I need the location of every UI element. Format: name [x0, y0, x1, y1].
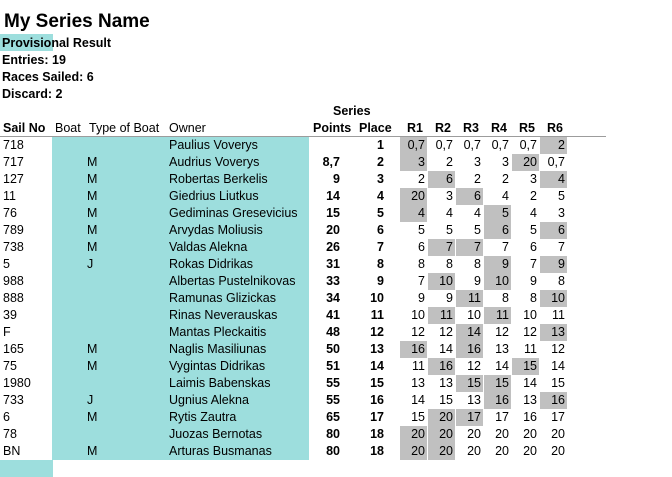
owner-cell: Arvydas Moliusis: [169, 223, 263, 237]
sail-no-header: Sail No: [3, 121, 46, 135]
owner-cell: Gediminas Gresevicius: [169, 206, 298, 220]
sail-no-cell: 165: [3, 342, 24, 356]
points-cell: 31: [326, 257, 340, 271]
race-result-cell: 13: [495, 342, 509, 356]
race-result-cell: 8: [530, 291, 537, 305]
owner-cell: Valdas Alekna: [169, 240, 248, 254]
owner-cell: Audrius Voverys: [169, 155, 260, 169]
race-result-cell: 5: [418, 223, 425, 237]
table-row: [0, 154, 606, 171]
type-of-boat-cell: M: [87, 410, 98, 424]
race-result-cell: 12: [439, 325, 453, 339]
race-result-cell: 10: [467, 308, 481, 322]
type-of-boat-header: Type of Boat: [89, 121, 160, 135]
points-cell: 48: [326, 325, 340, 339]
race-result-cell: 8: [502, 291, 509, 305]
points-cell: 80: [326, 427, 340, 441]
sail-no-cell: 738: [3, 240, 24, 254]
race-result-cell: 14: [456, 324, 483, 341]
table-row: [0, 307, 606, 324]
owner-cell: Ugnius Alekna: [169, 393, 249, 407]
table-row: [0, 256, 606, 273]
race-result-cell: 20: [523, 427, 537, 441]
race-result-cell: 3: [530, 172, 537, 186]
r3-header: R3: [463, 121, 479, 135]
race-result-cell: 11: [552, 308, 565, 322]
place-cell: 4: [377, 189, 384, 203]
race-result-cell: 11: [484, 307, 511, 324]
race-result-cell: 17: [456, 409, 483, 426]
points-cell: 33: [326, 274, 340, 288]
race-result-cell: 2: [418, 172, 425, 186]
race-result-cell: 8: [418, 257, 425, 271]
race-result-cell: 15: [411, 410, 425, 424]
points-cell: 26: [326, 240, 340, 254]
race-result-cell: 4: [530, 206, 537, 220]
table-row: [0, 290, 606, 307]
race-result-cell: 15: [512, 358, 539, 375]
place-cell: 13: [370, 342, 384, 356]
race-result-cell: 12: [467, 359, 481, 373]
race-result-cell: 5: [558, 189, 565, 203]
place-header: Place: [359, 121, 392, 135]
race-result-cell: 0,7: [435, 138, 453, 152]
place-cell: 1: [377, 138, 384, 152]
race-result-cell: 20: [495, 427, 509, 441]
points-cell: 65: [326, 410, 340, 424]
place-cell: 17: [370, 410, 384, 424]
race-result-cell: 14: [495, 359, 509, 373]
race-result-cell: 11: [524, 342, 537, 356]
race-result-cell: 4: [474, 206, 481, 220]
owner-cell: Vygintas Didrikas: [169, 359, 266, 373]
race-result-cell: 14: [439, 342, 453, 356]
sail-no-cell: 76: [3, 206, 17, 220]
race-result-cell: 12: [551, 342, 565, 356]
entries-count: Entries: 19: [2, 53, 66, 67]
table-row: [0, 137, 606, 154]
owner-cell: Robertas Berkelis: [169, 172, 268, 186]
place-cell: 11: [370, 308, 384, 322]
race-result-cell: 12: [523, 325, 537, 339]
race-result-cell: 0,7: [400, 137, 427, 154]
owner-cell: Albertas Pustelnikovas: [169, 274, 296, 288]
type-of-boat-cell: J: [87, 257, 94, 271]
table-row: [0, 239, 606, 256]
points-cell: 9: [333, 172, 340, 186]
sail-no-cell: BN: [3, 444, 21, 458]
race-result-cell: 14: [523, 376, 537, 390]
points-cell: 80: [326, 444, 340, 458]
race-result-cell: 20: [467, 444, 481, 458]
table-row: [0, 392, 606, 409]
race-result-cell: 4: [540, 171, 567, 188]
race-result-cell: 3: [446, 189, 453, 203]
points-cell: 50: [326, 342, 340, 356]
race-result-cell: 20: [400, 443, 427, 460]
races-sailed: Races Sailed: 6: [2, 70, 94, 84]
race-result-cell: 16: [484, 392, 511, 409]
discard-count: Discard: 2: [2, 87, 63, 101]
place-cell: 14: [370, 359, 384, 373]
r2-header: R2: [435, 121, 451, 135]
type-of-boat-cell: M: [87, 359, 98, 373]
race-result-cell: 13: [439, 376, 453, 390]
sail-no-cell: 75: [3, 359, 17, 373]
table-row: [0, 426, 606, 443]
race-result-cell: 13: [540, 324, 567, 341]
race-result-cell: 9: [484, 256, 511, 273]
owner-cell: Rinas Neverauskas: [169, 308, 278, 322]
race-result-cell: 7: [428, 239, 455, 256]
owner-header: Owner: [169, 121, 206, 135]
race-result-cell: 8: [558, 274, 565, 288]
race-result-cell: 13: [523, 393, 537, 407]
race-result-cell: 10: [428, 273, 455, 290]
race-result-cell: 0,7: [463, 138, 481, 152]
type-of-boat-cell: M: [87, 155, 98, 169]
race-result-cell: 16: [400, 341, 427, 358]
sail-no-cell: 78: [3, 427, 17, 441]
race-result-cell: 2: [446, 155, 453, 169]
table-row: [0, 358, 606, 375]
place-cell: 9: [377, 274, 384, 288]
sail-no-cell: 5: [3, 257, 10, 271]
table-row: [0, 443, 606, 460]
sail-no-cell: 733: [3, 393, 24, 407]
type-of-boat-cell: M: [87, 240, 98, 254]
table-row: [0, 188, 606, 205]
place-cell: 15: [370, 376, 384, 390]
type-of-boat-cell: J: [87, 393, 94, 407]
race-result-cell: 7: [558, 240, 565, 254]
points-cell: 14: [326, 189, 340, 203]
points-cell: 15: [326, 206, 340, 220]
race-result-cell: 10: [523, 308, 537, 322]
sail-no-cell: 1980: [3, 376, 31, 390]
points-cell: 55: [326, 376, 340, 390]
race-result-cell: 11: [412, 359, 425, 373]
race-result-cell: 6: [428, 171, 455, 188]
race-result-cell: 6: [418, 240, 425, 254]
race-result-cell: 12: [495, 325, 509, 339]
race-result-cell: 2: [530, 189, 537, 203]
type-of-boat-cell: M: [87, 189, 98, 203]
race-result-cell: 20: [467, 427, 481, 441]
race-result-cell: 5: [484, 205, 511, 222]
owner-cell: Rytis Zautra: [169, 410, 237, 424]
place-cell: 10: [370, 291, 384, 305]
race-result-cell: 4: [400, 205, 427, 222]
owner-cell: Rokas Didrikas: [169, 257, 254, 271]
race-result-cell: 3: [558, 206, 565, 220]
race-result-cell: 10: [411, 308, 425, 322]
race-result-cell: 17: [495, 410, 509, 424]
race-result-cell: 5: [530, 223, 537, 237]
r6-header: R6: [547, 121, 563, 135]
table-row: [0, 409, 606, 426]
sail-no-cell: 39: [3, 308, 17, 322]
place-cell: 6: [377, 223, 384, 237]
owner-cell: Naglis Masiliunas: [169, 342, 267, 356]
table-row: [0, 205, 606, 222]
sail-no-cell: 718: [3, 138, 24, 152]
race-result-cell: 9: [540, 256, 567, 273]
race-result-cell: 16: [523, 410, 537, 424]
type-of-boat-cell: M: [87, 223, 98, 237]
race-result-cell: 3: [400, 154, 427, 171]
r5-header: R5: [519, 121, 535, 135]
series-header: Series: [333, 104, 371, 118]
place-cell: 12: [370, 325, 384, 339]
race-result-cell: 6: [530, 240, 537, 254]
race-result-cell: 0,7: [519, 138, 537, 152]
race-result-cell: 14: [411, 393, 425, 407]
race-result-cell: 20: [428, 426, 455, 443]
race-result-cell: 20: [551, 427, 565, 441]
race-result-cell: 5: [446, 223, 453, 237]
place-cell: 7: [377, 240, 384, 254]
race-result-cell: 0,7: [491, 138, 509, 152]
race-result-cell: 16: [456, 341, 483, 358]
points-cell: 51: [326, 359, 340, 373]
type-of-boat-cell: M: [87, 342, 98, 356]
sail-no-cell: 127: [3, 172, 24, 186]
series-title: My Series Name: [4, 11, 150, 32]
type-of-boat-cell: M: [87, 444, 98, 458]
race-result-cell: 15: [484, 375, 511, 392]
race-result-cell: 20: [512, 154, 539, 171]
race-result-cell: 15: [439, 393, 453, 407]
place-cell: 16: [370, 393, 384, 407]
race-result-cell: 17: [551, 410, 565, 424]
race-result-cell: 20: [495, 444, 509, 458]
points-cell: 41: [326, 308, 340, 322]
owner-cell: Giedrius Liutkus: [169, 189, 259, 203]
race-result-cell: 7: [530, 257, 537, 271]
sail-no-cell: 717: [3, 155, 24, 169]
place-cell: 3: [377, 172, 384, 186]
type-of-boat-cell: M: [87, 172, 98, 186]
race-result-cell: 3: [502, 155, 509, 169]
result-status: Provisional Result: [2, 36, 112, 50]
race-result-cell: 0,7: [547, 155, 565, 169]
footer-highlight: [0, 460, 53, 477]
race-result-cell: 16: [428, 358, 455, 375]
race-result-cell: 10: [540, 290, 567, 307]
sail-no-cell: 6: [3, 410, 10, 424]
race-result-cell: 11: [456, 290, 483, 307]
race-result-cell: 20: [551, 444, 565, 458]
race-result-cell: 9: [474, 274, 481, 288]
race-result-cell: 20: [400, 188, 427, 205]
points-cell: 20: [326, 223, 340, 237]
race-result-cell: 3: [474, 155, 481, 169]
race-result-cell: 9: [418, 291, 425, 305]
race-result-cell: 20: [400, 426, 427, 443]
type-of-boat-cell: M: [87, 206, 98, 220]
points-cell: 34: [326, 291, 340, 305]
race-result-cell: 12: [411, 325, 425, 339]
table-row: [0, 375, 606, 392]
race-result-cell: 20: [428, 443, 455, 460]
race-result-cell: 9: [530, 274, 537, 288]
place-cell: 2: [377, 155, 384, 169]
race-result-cell: 6: [456, 188, 483, 205]
race-result-cell: 13: [467, 393, 481, 407]
owner-cell: Ramunas Glizickas: [169, 291, 276, 305]
owner-cell: Laimis Babenskas: [169, 376, 271, 390]
sail-no-cell: 888: [3, 291, 24, 305]
race-result-cell: 5: [474, 223, 481, 237]
race-result-cell: 14: [551, 359, 565, 373]
race-result-cell: 2: [474, 172, 481, 186]
points-cell: 8,7: [322, 155, 340, 169]
race-result-cell: 20: [523, 444, 537, 458]
r1-header: R1: [407, 121, 423, 135]
place-cell: 18: [370, 427, 384, 441]
race-result-cell: 2: [540, 137, 567, 154]
sail-no-cell: 789: [3, 223, 24, 237]
race-result-cell: 2: [502, 172, 509, 186]
points-cell: 55: [326, 393, 340, 407]
table-row: [0, 324, 606, 341]
place-cell: 8: [377, 257, 384, 271]
sail-no-cell: 11: [3, 189, 16, 203]
owner-cell: Arturas Busmanas: [169, 444, 272, 458]
race-result-cell: 13: [411, 376, 425, 390]
place-cell: 18: [370, 444, 384, 458]
race-result-cell: 9: [446, 291, 453, 305]
table-row: [0, 222, 606, 239]
owner-cell: Juozas Bernotas: [169, 427, 263, 441]
race-result-cell: 6: [540, 222, 567, 239]
points-header: Points: [313, 121, 352, 135]
place-cell: 5: [377, 206, 384, 220]
race-result-cell: 6: [484, 222, 511, 239]
race-result-cell: 7: [456, 239, 483, 256]
race-result-cell: 8: [446, 257, 453, 271]
race-result-cell: 4: [446, 206, 453, 220]
owner-cell: Paulius Voverys: [169, 138, 258, 152]
race-result-cell: 15: [551, 376, 565, 390]
race-result-cell: 7: [418, 274, 425, 288]
race-result-cell: 15: [456, 375, 483, 392]
race-result-cell: 10: [484, 273, 511, 290]
race-result-cell: 4: [502, 189, 509, 203]
race-result-cell: 20: [428, 409, 455, 426]
sail-no-cell: 988: [3, 274, 24, 288]
r4-header: R4: [491, 121, 507, 135]
table-row: [0, 171, 606, 188]
race-result-cell: 8: [474, 257, 481, 271]
race-result-cell: 7: [502, 240, 509, 254]
sail-no-cell: F: [3, 325, 11, 339]
boat-header: Boat: [55, 121, 81, 135]
owner-cell: Mantas Pleckaitis: [169, 325, 267, 339]
race-result-cell: 16: [540, 392, 567, 409]
table-row: [0, 273, 606, 290]
race-result-cell: 11: [428, 307, 455, 324]
table-row: [0, 341, 606, 358]
